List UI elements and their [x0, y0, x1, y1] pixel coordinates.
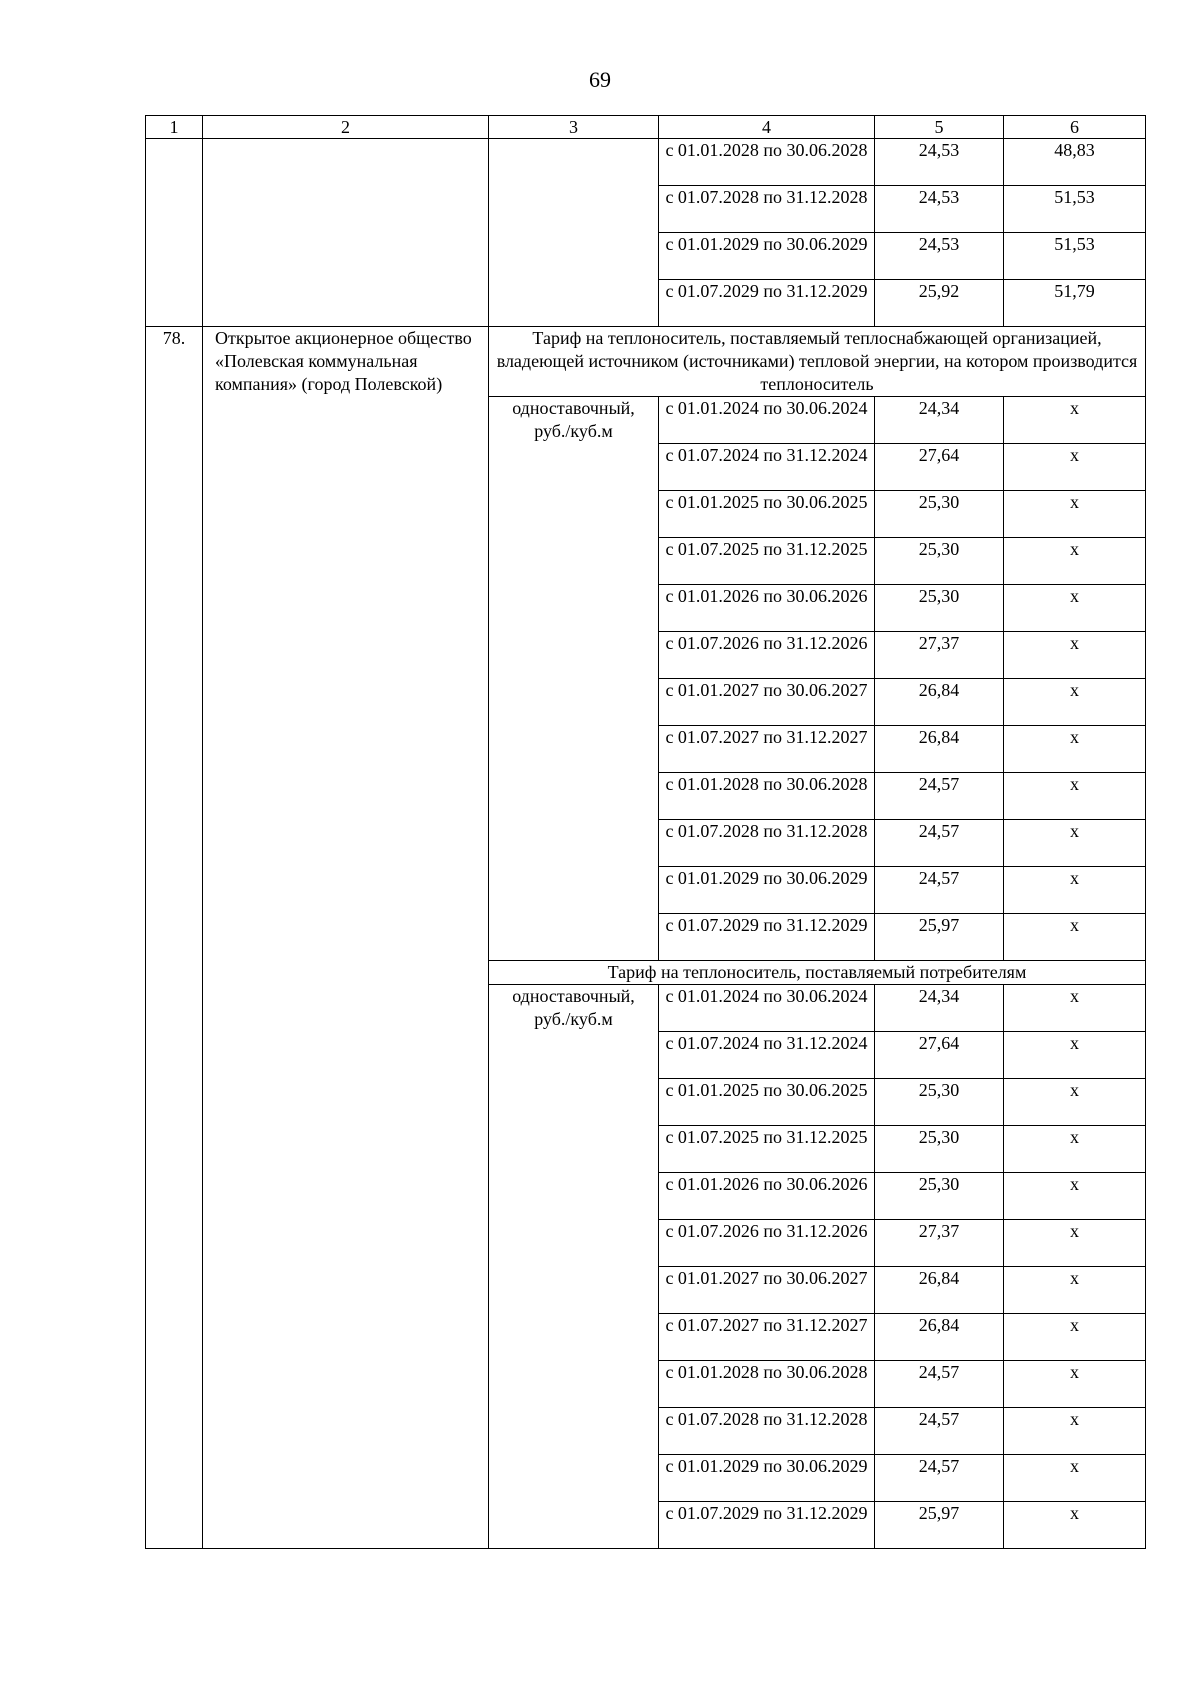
tariff-value-cell: 24,53	[875, 233, 1004, 280]
tariff-value-cell: х	[1004, 1126, 1146, 1173]
tariff-value-cell: 24,57	[875, 1361, 1004, 1408]
column-number: 3	[489, 116, 659, 139]
column-number-row	[146, 116, 1146, 139]
tariff-value-cell: 24,53	[875, 186, 1004, 233]
empty-number-cell	[146, 139, 203, 327]
tariff-value-cell: 24,57	[875, 1455, 1004, 1502]
tariff-value-cell: х	[1004, 914, 1146, 961]
tariff-value-cell: х	[1004, 773, 1146, 820]
period-cell: с 01.07.2026 по 31.12.2026	[659, 632, 875, 679]
tariff-value-cell: х	[1004, 679, 1146, 726]
period-cell: с 01.01.2025 по 30.06.2025	[659, 1079, 875, 1126]
period-cell: с 01.01.2026 по 30.06.2026	[659, 585, 875, 632]
period-cell: с 01.07.2026 по 31.12.2026	[659, 1220, 875, 1267]
period-cell: с 01.07.2025 по 31.12.2025	[659, 538, 875, 585]
tariff-value-cell: х	[1004, 1361, 1146, 1408]
tariff-value-cell: х	[1004, 491, 1146, 538]
page-number: 69	[589, 67, 611, 92]
tariff-value-cell: х	[1004, 1502, 1146, 1549]
organization-cell: Открытое акционерное общество «Полевская коммунальная компания» (город Полевской)	[203, 327, 489, 1549]
tariff-row	[146, 139, 1146, 186]
tariff-value-cell: 24,34	[875, 397, 1004, 444]
tariff-table	[145, 115, 1146, 1549]
tariff-value-cell: х	[1004, 867, 1146, 914]
period-cell: с 01.07.2029 по 31.12.2029	[659, 1502, 875, 1549]
tariff-value-cell: х	[1004, 820, 1146, 867]
tariff-value-cell: 25,30	[875, 1173, 1004, 1220]
tariff-value-cell: 51,79	[1004, 280, 1146, 327]
period-cell: с 01.01.2027 по 30.06.2027	[659, 679, 875, 726]
tariff-value-cell: 25,30	[875, 538, 1004, 585]
tariff-value-cell: 25,92	[875, 280, 1004, 327]
empty-organization-cell	[203, 139, 489, 327]
tariff-value-cell: х	[1004, 1220, 1146, 1267]
period-cell: с 01.01.2025 по 30.06.2025	[659, 491, 875, 538]
tariff-group-title-row	[146, 327, 1146, 397]
tariff-value-cell: 51,53	[1004, 233, 1146, 280]
tariff-value-cell: 25,30	[875, 585, 1004, 632]
tariff-value-cell: 26,84	[875, 1267, 1004, 1314]
period-cell: с 01.07.2029 по 31.12.2029	[659, 914, 875, 961]
tariff-value-cell: 25,30	[875, 1126, 1004, 1173]
tariff-value-cell: 26,84	[875, 726, 1004, 773]
period-cell: с 01.01.2028 по 30.06.2028	[659, 773, 875, 820]
tariff-value-cell: х	[1004, 985, 1146, 1032]
tariff-value-cell: х	[1004, 1408, 1146, 1455]
entry-number-cell: 78.	[146, 327, 203, 1549]
tariff-group-title: Тариф на теплоноситель, поставляемый теплоснабжающей организацией, владеющей источником (источниками) тепловой энергии, на котором производится теплоноситель	[489, 327, 1146, 397]
tariff-value-cell: 24,57	[875, 867, 1004, 914]
tariff-value-cell: 27,37	[875, 632, 1004, 679]
tariff-value-cell: х	[1004, 1032, 1146, 1079]
tariff-value-cell: 24,34	[875, 985, 1004, 1032]
period-cell: с 01.01.2029 по 30.06.2029	[659, 233, 875, 280]
tariff-value-cell: х	[1004, 1079, 1146, 1126]
period-cell: с 01.01.2027 по 30.06.2027	[659, 1267, 875, 1314]
tariff-value-cell: 25,97	[875, 914, 1004, 961]
period-cell: с 01.07.2029 по 31.12.2029	[659, 280, 875, 327]
column-number: 5	[875, 116, 1004, 139]
period-cell: с 01.07.2028 по 31.12.2028	[659, 820, 875, 867]
tariff-value-cell: х	[1004, 1267, 1146, 1314]
tariff-table-body	[146, 116, 1146, 1549]
column-number: 4	[659, 116, 875, 139]
tariff-value-cell: х	[1004, 726, 1146, 773]
period-cell: с 01.01.2024 по 30.06.2024	[659, 985, 875, 1032]
period-cell: с 01.07.2027 по 31.12.2027	[659, 1314, 875, 1361]
period-cell: с 01.01.2028 по 30.06.2028	[659, 139, 875, 186]
tariff-value-cell: х	[1004, 632, 1146, 679]
column-number: 2	[203, 116, 489, 139]
period-cell: с 01.07.2024 по 31.12.2024	[659, 1032, 875, 1079]
tariff-value-cell: 25,30	[875, 491, 1004, 538]
period-cell: с 01.07.2028 по 31.12.2028	[659, 186, 875, 233]
tariff-value-cell: 24,57	[875, 773, 1004, 820]
tariff-value-cell: х	[1004, 444, 1146, 491]
period-cell: с 01.01.2029 по 30.06.2029	[659, 1455, 875, 1502]
tariff-group-title: Тариф на теплоноситель, поставляемый потребителям	[489, 961, 1146, 985]
tariff-value-cell: 48,83	[1004, 139, 1146, 186]
tariff-value-cell: 25,97	[875, 1502, 1004, 1549]
period-cell: с 01.01.2026 по 30.06.2026	[659, 1173, 875, 1220]
tariff-value-cell: 24,57	[875, 820, 1004, 867]
period-cell: с 01.07.2025 по 31.12.2025	[659, 1126, 875, 1173]
period-cell: с 01.07.2027 по 31.12.2027	[659, 726, 875, 773]
tariff-value-cell: 24,57	[875, 1408, 1004, 1455]
period-cell: с 01.07.2028 по 31.12.2028	[659, 1408, 875, 1455]
period-cell: с 01.07.2024 по 31.12.2024	[659, 444, 875, 491]
tariff-value-cell: 27,37	[875, 1220, 1004, 1267]
rate-type-cell: одноставочный, руб./куб.м	[489, 397, 659, 961]
tariff-value-cell: х	[1004, 1173, 1146, 1220]
period-cell: с 01.01.2029 по 30.06.2029	[659, 867, 875, 914]
tariff-value-cell: х	[1004, 397, 1146, 444]
period-cell: с 01.01.2024 по 30.06.2024	[659, 397, 875, 444]
empty-rate-type-cell	[489, 139, 659, 327]
tariff-value-cell: 27,64	[875, 1032, 1004, 1079]
tariff-value-cell: х	[1004, 1314, 1146, 1361]
tariff-value-cell: 25,30	[875, 1079, 1004, 1126]
tariff-value-cell: 27,64	[875, 444, 1004, 491]
rate-type-cell: одноставочный, руб./куб.м	[489, 985, 659, 1549]
period-cell: с 01.01.2028 по 30.06.2028	[659, 1361, 875, 1408]
tariff-value-cell: 24,53	[875, 139, 1004, 186]
tariff-value-cell: х	[1004, 538, 1146, 585]
column-number: 6	[1004, 116, 1146, 139]
column-number: 1	[146, 116, 203, 139]
tariff-value-cell: 26,84	[875, 1314, 1004, 1361]
tariff-value-cell: 26,84	[875, 679, 1004, 726]
tariff-value-cell: х	[1004, 585, 1146, 632]
tariff-value-cell: 51,53	[1004, 186, 1146, 233]
tariff-value-cell: х	[1004, 1455, 1146, 1502]
